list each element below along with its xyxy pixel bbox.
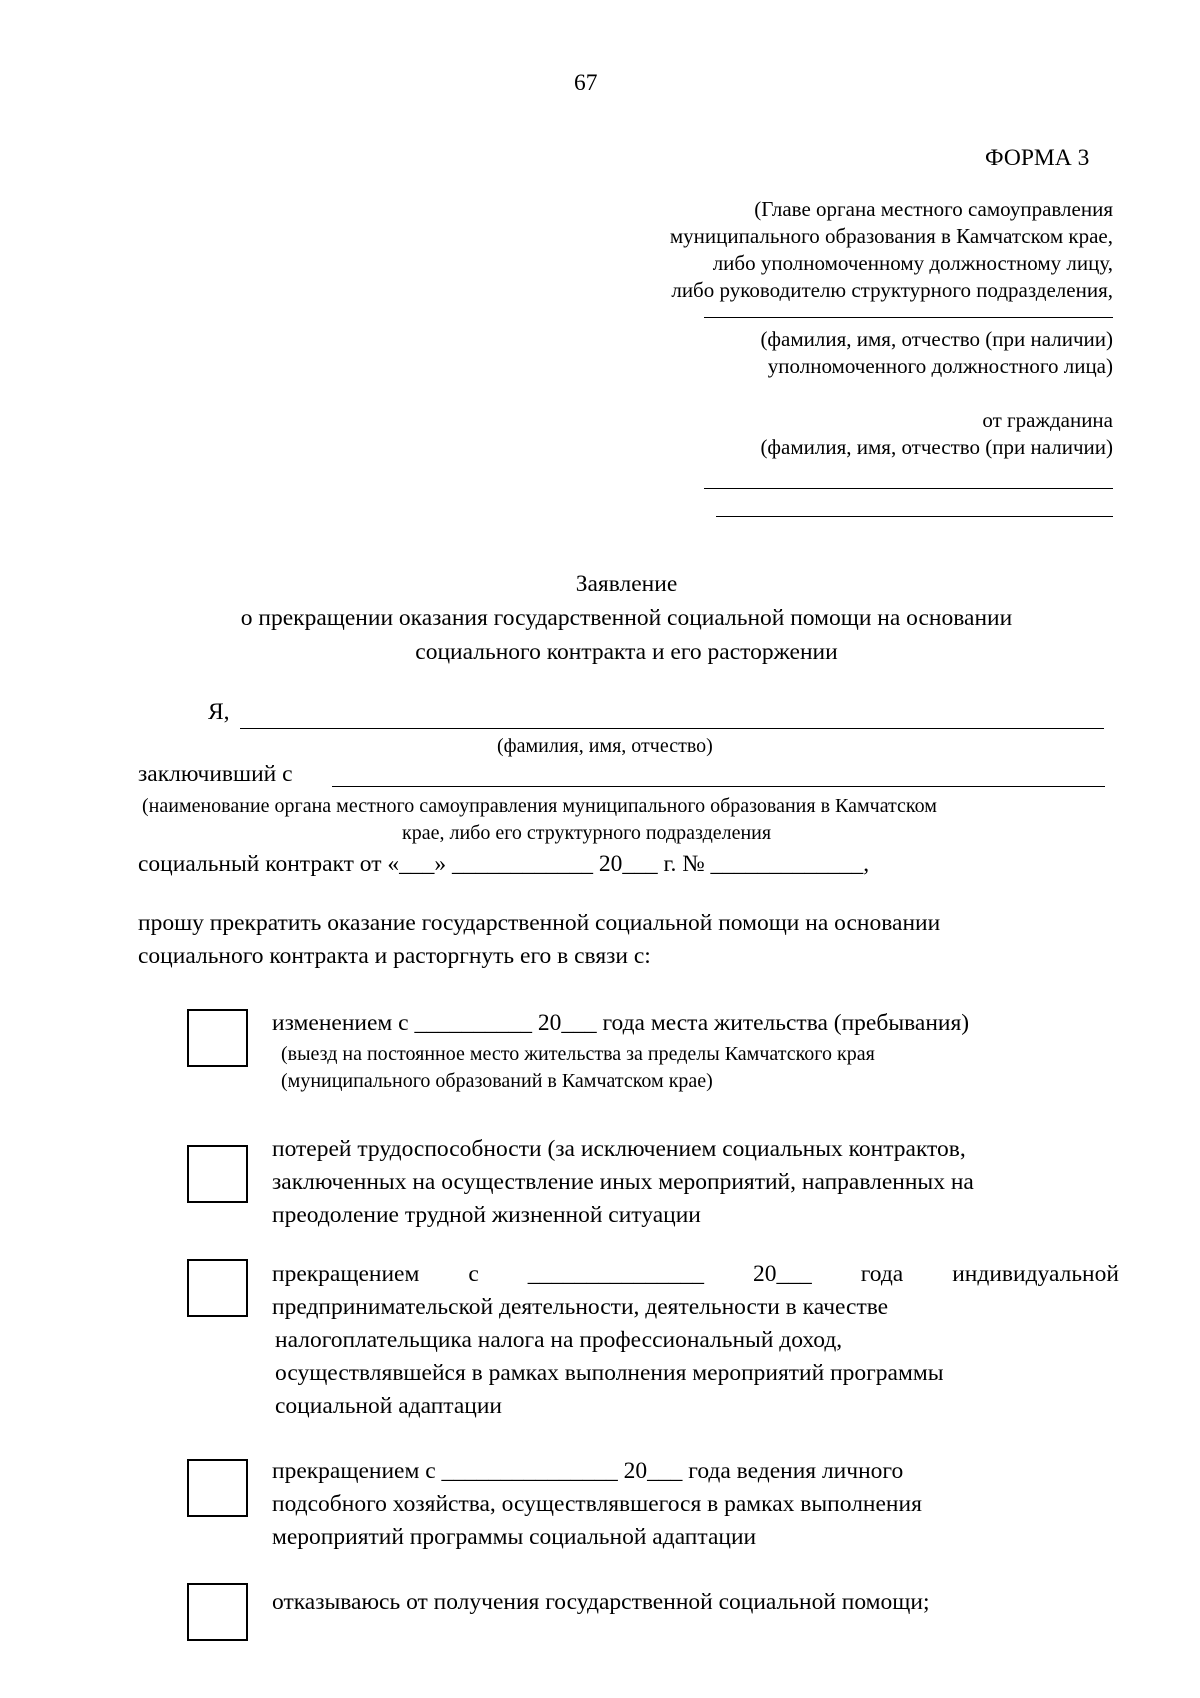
option-text: прекращением с _______________ 20___ года ведения личного [272, 1458, 904, 1484]
applicant-name-line[interactable] [240, 728, 1104, 729]
organization-line[interactable] [332, 786, 1105, 787]
i-label: Я, [208, 699, 230, 725]
title-line: Заявление [575, 571, 678, 597]
household-termination-checkbox[interactable] [187, 1459, 248, 1517]
from-label: от гражданина [982, 408, 1113, 432]
option-text: подсобного хозяйства, осуществлявшегося в рамках выполнения [272, 1491, 922, 1517]
option-word: 20___ [752, 1261, 812, 1287]
addressee-line: муниципального образования в Камчатском крае, [669, 224, 1113, 248]
option-word: прекращением [272, 1261, 420, 1287]
name-hint: (фамилия, имя, отчество) [497, 735, 713, 757]
option-word: индивидуальной [952, 1261, 1119, 1287]
request-line: социального контракта и расторгнуть его в связи с: [138, 943, 651, 969]
org-hint: (наименование органа местного самоуправления муниципального образования в Камчатском [142, 795, 937, 817]
citizen-name-line[interactable] [704, 488, 1113, 489]
option-note: (муниципального образований в Камчатском крае) [281, 1070, 713, 1092]
option-text: изменением с __________ 20___ года места жительства (пребывания) [272, 1010, 970, 1036]
addressee-line: (Главе органа местного самоуправления [754, 197, 1113, 221]
citizen-hint: (фамилия, имя, отчество (при наличии) [760, 435, 1113, 459]
title-line: социального контракта и его расторжении [415, 639, 838, 665]
option-text: отказываюсь от получения государственной социальной помощи; [272, 1589, 930, 1615]
option-text [272, 1259, 1119, 1290]
option-text: предпринимательской деятельности, деятельности в качестве [272, 1294, 889, 1320]
option-text: заключенных на осуществление иных мероприятий, направленных на [272, 1169, 974, 1195]
addressee-line: либо руководителю структурного подразделения, [671, 278, 1113, 302]
title-line: о прекращении оказания государственной социальной помощи на основании [240, 605, 1013, 631]
official-name-line[interactable] [704, 317, 1113, 318]
option-text: налогоплательщика налога на профессиональный доход, [275, 1327, 843, 1353]
form-label: ФОРМА 3 [985, 145, 1090, 171]
option-text: осуществлявшейся в рамках выполнения мероприятий программы [275, 1360, 944, 1386]
contract-line: социальный контракт от «___» ____________ 20___ г. № _____________, [138, 851, 870, 877]
org-hint: крае, либо его структурного подразделения [402, 822, 772, 844]
option-text: социальной адаптации [275, 1393, 502, 1419]
concluded-label: заключивший с [138, 761, 293, 787]
request-line: прошу прекратить оказание государственной социальной помощи на основании [138, 910, 941, 936]
option-note: (выезд на постоянное место жительства за пределы Камчатского края [281, 1043, 875, 1065]
business-termination-checkbox[interactable] [187, 1259, 248, 1317]
option-text: мероприятий программы социальной адаптации [272, 1524, 757, 1550]
option-text: преодоление трудной жизненной ситуации [272, 1202, 701, 1228]
official-hint: уполномоченного должностного лица) [767, 354, 1113, 378]
page-number: 67 [574, 70, 598, 96]
citizen-name-line[interactable] [716, 516, 1113, 517]
option-word: с [468, 1261, 479, 1287]
refusal-checkbox[interactable] [187, 1583, 248, 1641]
official-hint: (фамилия, имя, отчество (при наличии) [760, 327, 1113, 351]
addressee-line: либо уполномоченному должностному лицу, [712, 251, 1113, 275]
disability-checkbox[interactable] [187, 1145, 248, 1203]
relocation-checkbox[interactable] [187, 1009, 248, 1067]
option-word: года [860, 1261, 904, 1287]
option-text: потерей трудоспособности (за исключением социальных контрактов, [272, 1136, 966, 1162]
option-word: _______________ [527, 1261, 704, 1287]
